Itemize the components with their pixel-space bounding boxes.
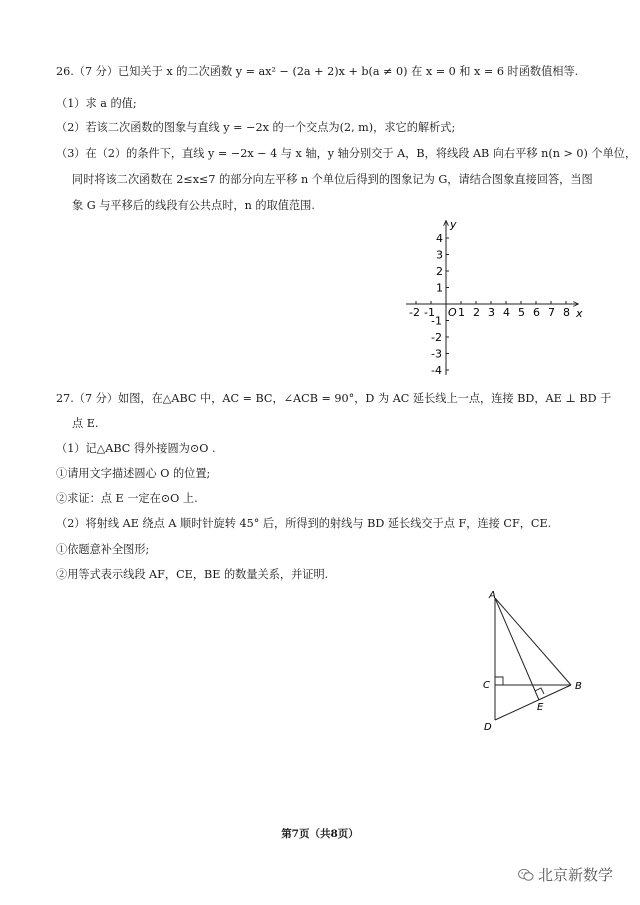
q27-header: 27.（7 分）如图，在△ABC 中，AC = BC，∠ACB = 90°，D 为 AC 延长线上一点，连接 BD，AE ⊥ BD 于 <box>56 392 612 405</box>
q26-part3-line2: 同时将该二次函数在 2≤x≤7 的部分向左平移 n 个单位后得到的图象记为 G，请结合图象直接回答，当图 <box>72 173 593 186</box>
x-tick-label: -1 <box>424 306 435 319</box>
q27-part2-a: ①依题意补全图形; <box>56 543 150 556</box>
y-tick-label: -4 <box>431 364 442 377</box>
watermark <box>518 864 613 885</box>
page-number: 第7页（共8页） <box>281 828 359 840</box>
x-tick-label: 2 <box>473 306 480 319</box>
q27-part1-a: ①请用文字描述圆心 O 的位置; <box>56 467 211 480</box>
label-C: C <box>483 680 490 691</box>
x-tick-label: 3 <box>488 306 495 319</box>
segment-AB <box>495 598 571 685</box>
q27-part1-b: ②求证：点 E 一定在⊙O 上. <box>56 492 198 505</box>
q26-part2: （2）若该二次函数的图象与直线 y = −2x 的一个交点为(2, m)，求它的解析式; <box>56 121 456 134</box>
x-tick-label: 7 <box>548 306 555 319</box>
label-D: D <box>484 722 492 733</box>
x-tick-label: 8 <box>563 306 570 319</box>
y-tick-label: 4 <box>436 232 443 245</box>
y-tick-label: 3 <box>436 248 443 262</box>
x-tick-label: 6 <box>533 306 540 319</box>
label-A: A <box>489 590 496 601</box>
y-tick-label: 1 <box>436 281 443 295</box>
y-axis-label: y <box>450 218 457 231</box>
x-axis-label: x <box>576 307 583 320</box>
segment-DB <box>495 685 571 720</box>
x-tick-label: 4 <box>503 306 510 319</box>
label-E: E <box>537 702 544 713</box>
q27-header-cont: 点 E. <box>72 417 99 430</box>
y-tick-label: 2 <box>436 265 443 278</box>
x-tick-label: -2 <box>409 306 420 319</box>
q26-part1: （1）求 a 的值; <box>56 97 137 110</box>
triangle-figure <box>478 588 588 738</box>
q26-part3-line1: （3）在（2）的条件下，直线 y = −2x − 4 与 x 轴，y 轴分别交于 A，B，将线段 AB 向右平移 n(n > 0) 个单位， <box>56 147 637 160</box>
q26-header: 26.（7 分）已知关于 x 的二次函数 y = ax² − (2a + 2)x + b(a ≠ 0) 在 x = 0 和 x = 6 时函数值相等. <box>56 65 579 78</box>
q27-part2-b: ②用等式表示线段 AF，CE，BE 的数量关系，并证明. <box>56 568 329 581</box>
q27-part1: （1）记△ABC 得外接圆为⊙O . <box>56 442 216 455</box>
y-tick-label: -2 <box>431 331 442 344</box>
q27-part2: （2）将射线 AE 绕点 A 顺时针旋转 45° 后，所得到的射线与 BD 延长线交于点 F，连接 CF，CE. <box>56 517 552 530</box>
y-tick-label: -3 <box>431 347 442 361</box>
right-angle-C <box>495 677 503 685</box>
y-tick-label: -1 <box>431 314 442 328</box>
q26-part3-line3: 象 G 与平移后的线段有公共点时，n 的取值范围. <box>72 199 315 212</box>
wechat-icon <box>518 868 534 882</box>
x-tick-label: 1 <box>458 306 465 319</box>
coordinate-axes <box>400 215 600 385</box>
x-tick-label: 5 <box>518 306 525 319</box>
origin-label: O <box>448 306 457 319</box>
watermark-text: 北京新数学 <box>538 866 614 884</box>
label-B: B <box>575 681 582 692</box>
